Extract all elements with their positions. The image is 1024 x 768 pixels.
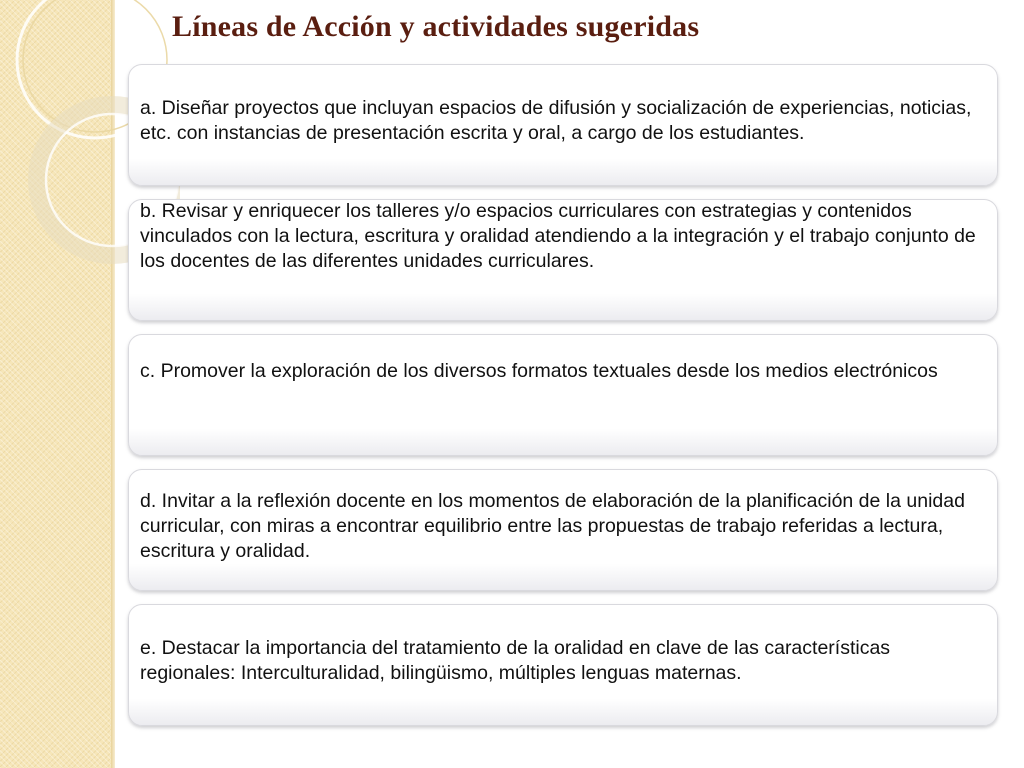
list-item: [128, 64, 998, 186]
list-item-text: e. Destacar la importancia del tratamiento de la oralidad en clave de las características regionales: Interculturalidad, bilingüismo, múltiples lenguas maternas.: [140, 637, 891, 684]
list-item: [128, 469, 998, 591]
list-item-text: c. Promover la exploración de los diversos formatos textuales desde los medios electrónicos: [140, 359, 938, 382]
list-item-text: d. Invitar a la reflexión docente en los momentos de elaboración de la planificación de la unidad curricular, con miras a encontrar equilibrio entre las propuestas de trabajo referidas a lectura, escritura y oralidad.: [140, 489, 965, 562]
list-item: [128, 334, 998, 456]
list-item-text: b. Revisar y enriquecer los talleres y/o espacios curriculares con estrategias y contenidos vinculados con la lectura, escritura y oralidad atendiendo a la integración y el trabajo conjunto de los docentes de las diferentes unidades curriculares.: [140, 199, 976, 272]
slide-title: Líneas de Acción y actividades sugeridas: [172, 10, 700, 43]
list-item: [128, 199, 998, 321]
list-item-text: a. Diseñar proyectos que incluyan espacios de difusión y socialización de experiencias, noticias, etc. con instancias de presentación escrita y oral, a cargo de los estudiantes.: [140, 97, 972, 144]
list-item: [128, 604, 998, 726]
